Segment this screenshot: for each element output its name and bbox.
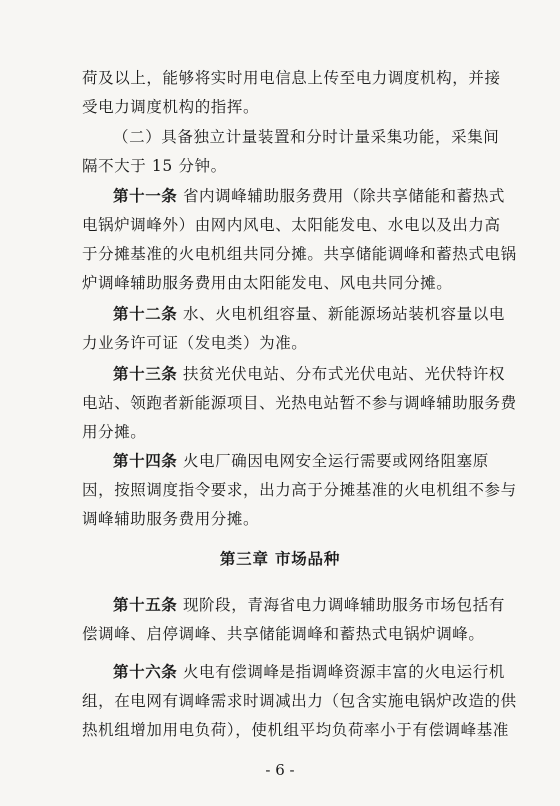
article-paragraph-14 (113, 451, 489, 471)
article-paragraph-13 (113, 364, 505, 384)
text-line: 火电有偿调峰是指调峰资源丰富的火电运行机 (182, 663, 505, 681)
text-line: 荷及以上，能够将实时用电信息上传至电力调度机构，并接 (82, 69, 501, 87)
text-line: 隔不大于 15 分钟。 (82, 157, 227, 175)
text-line: 电站、领跑者新能源项目、光热电站暂不参与调峰辅助服务费 (82, 394, 517, 412)
text-line: 热机组增加用电负荷），使机组平均负荷率小于有偿调峰基准 (82, 721, 509, 739)
text-line: 火电厂确因电网安全运行需要或网络阻塞原 (182, 452, 489, 470)
text-line: 电锅炉调峰外）由网内风电、太阳能发电、水电以及出力高 (82, 216, 501, 234)
text-line: 调峰辅助服务费用分摊。 (82, 510, 260, 528)
text-line: 省内调峰辅助服务费用（除共享储能和蓄热式 (182, 187, 505, 205)
article-label: 第十四条 (113, 451, 178, 470)
article-label: 第十一条 (113, 186, 178, 205)
article-label: 第十三条 (113, 364, 178, 383)
text-line: 因，按照调度指令要求，出力高于分摊基准的火电机组不参与 (82, 481, 517, 499)
text-line: 力业务许可证（发电类）为准。 (82, 334, 308, 352)
chapter-title: 第三章 市场品种 (219, 549, 341, 568)
article-label: 第十五条 (113, 595, 178, 614)
text-line: （二）具备独立计量装置和分时计量采集功能，采集间 (113, 128, 500, 146)
article-paragraph-16 (113, 662, 505, 682)
text-line: 组，在电网有调峰需求时调减出力（包含实施电锅炉改造的供 (82, 692, 517, 710)
article-paragraph-15 (113, 595, 505, 615)
text-line: 扶贫光伏电站、分布式光伏电站、光伏特许权 (182, 365, 505, 383)
text-line: 炉调峰辅助服务费用由太阳能发电、风电共同分摊。 (82, 274, 453, 292)
text-line: 现阶段，青海省电力调峰辅助服务市场包括有 (182, 596, 505, 614)
text-line: 用分摊。 (82, 423, 147, 441)
article-paragraph-12 (113, 304, 505, 324)
text-line: 偿调峰、启停调峰、共享储能调峰和蓄热式电锅炉调峰。 (82, 625, 485, 643)
text-line: 于分摊基准的火电机组共同分摊。共享储能调峰和蓄热式电锅 (82, 245, 517, 263)
text-line: 水、火电机组容量、新能源场站装机容量以电 (182, 305, 505, 323)
article-label: 第十六条 (113, 662, 178, 681)
article-paragraph-11 (113, 186, 505, 206)
page-number: - 6 - (265, 761, 295, 779)
text-line: 受电力调度机构的指挥。 (82, 98, 260, 116)
article-label: 第十二条 (113, 304, 178, 323)
